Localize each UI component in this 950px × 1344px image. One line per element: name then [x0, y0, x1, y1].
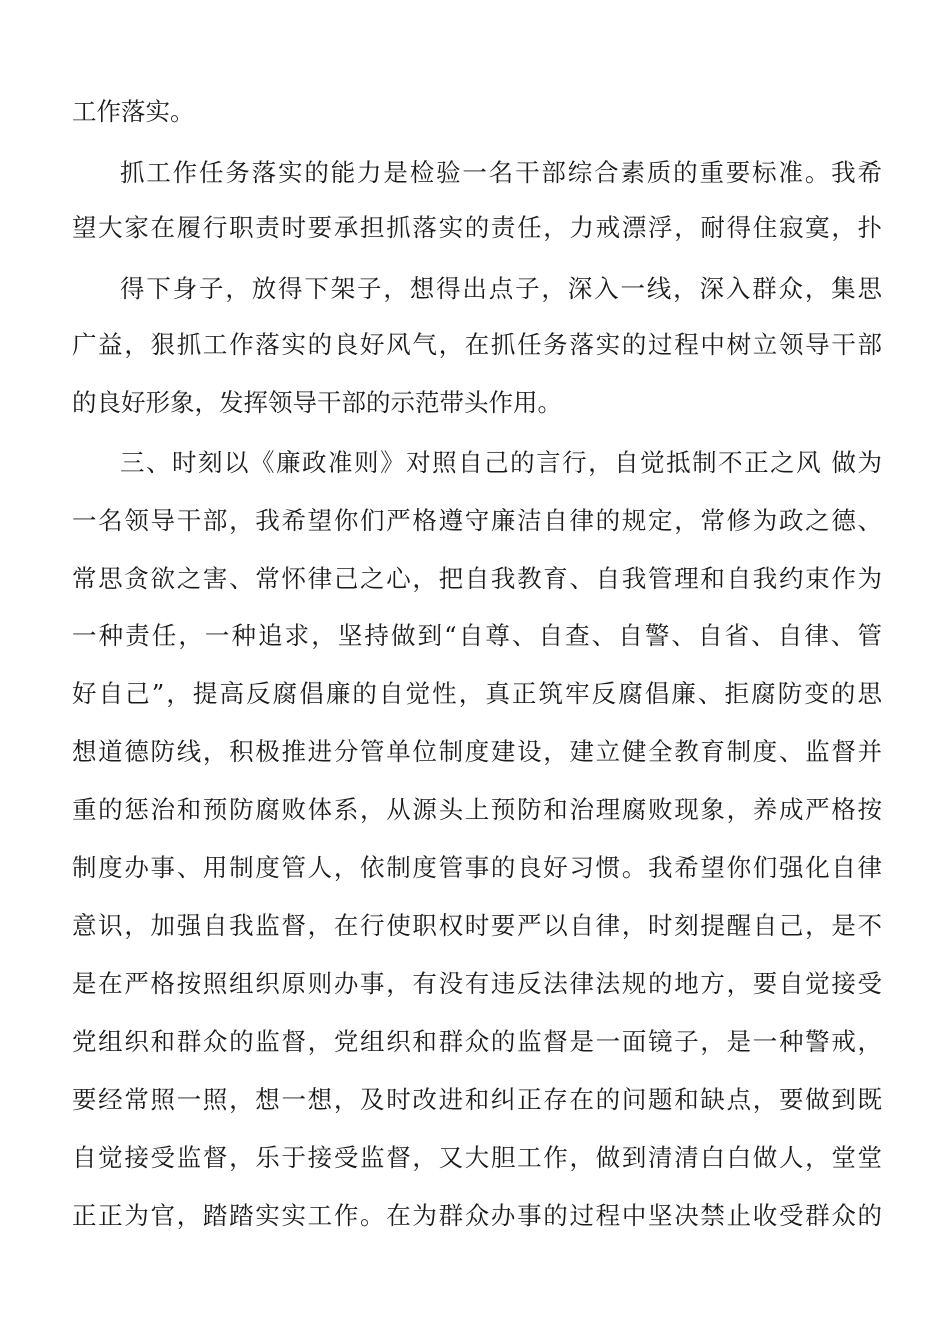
text-line-16: 是在严格按照组织原则办事，有没有违反法律法规的地方，要自觉接受 [72, 969, 884, 998]
text-line-6: 的良好形象，发挥领导干部的示范带头作用。 [72, 388, 562, 417]
text-line-7: 三、时刻以《廉政准则》对照自己的言行，自觉抵制不正之风 做为 [120, 448, 884, 477]
text-line-14: 制度办事、用制度管人，依制度管事的良好习惯。我希望你们强化自律 [72, 853, 884, 882]
text-line-5: 广益，狠抓工作落实的良好风气，在抓任务落实的过程中树立领导干部 [72, 330, 884, 359]
text-line-15: 意识，加强自我监督，在行使职权时要严以自律，时刻提醒自己，是不 [72, 911, 884, 940]
text-line-10: 一种责任，一种追求，坚持做到“自尊、自查、自警、自省、自律、管 [72, 621, 885, 650]
text-line-2: 抓工作任务落实的能力是检验一名干部综合素质的重要标准。我希 [120, 158, 884, 187]
text-line-9: 常思贪欲之害、常怀律己之心，把自我教育、自我管理和自我约束作为 [72, 564, 884, 593]
text-line-20: 正正为官，踏踏实实工作。在为群众办事的过程中坚决禁止收受群众的 [72, 1201, 884, 1230]
text-line-1: 工作落实。 [72, 97, 195, 126]
text-line-13: 重的惩治和预防腐败体系，从源头上预防和治理腐败现象，养成严格按 [72, 795, 884, 824]
text-line-8: 一名领导干部，我希望你们严格遵守廉洁自律的规定，常修为政之德、 [72, 506, 884, 535]
text-line-4: 得下身子，放得下架子，想得出点子，深入一线，深入群众，集思 [120, 274, 884, 303]
text-line-18: 要经常照一照，想一想，及时改进和纠正存在的问题和缺点，要做到既 [72, 1085, 884, 1114]
text-line-19: 自觉接受监督，乐于接受监督，又大胆工作，做到清清白白做人，堂堂 [72, 1143, 884, 1172]
text-line-12: 想道德防线，积极推进分管单位制度建设，建立健全教育制度、监督并 [72, 737, 884, 766]
text-line-11: 好自己”，提高反腐倡廉的自觉性，真正筑牢反腐倡廉、拒腐防变的思 [72, 679, 885, 708]
text-line-17: 党组织和群众的监督，党组织和群众的监督是一面镜子，是一种警戒， [72, 1027, 884, 1056]
text-line-3: 望大家在履行职责时要承担抓落实的责任，力戒漂浮，耐得住寂寞，扑 [72, 213, 884, 242]
